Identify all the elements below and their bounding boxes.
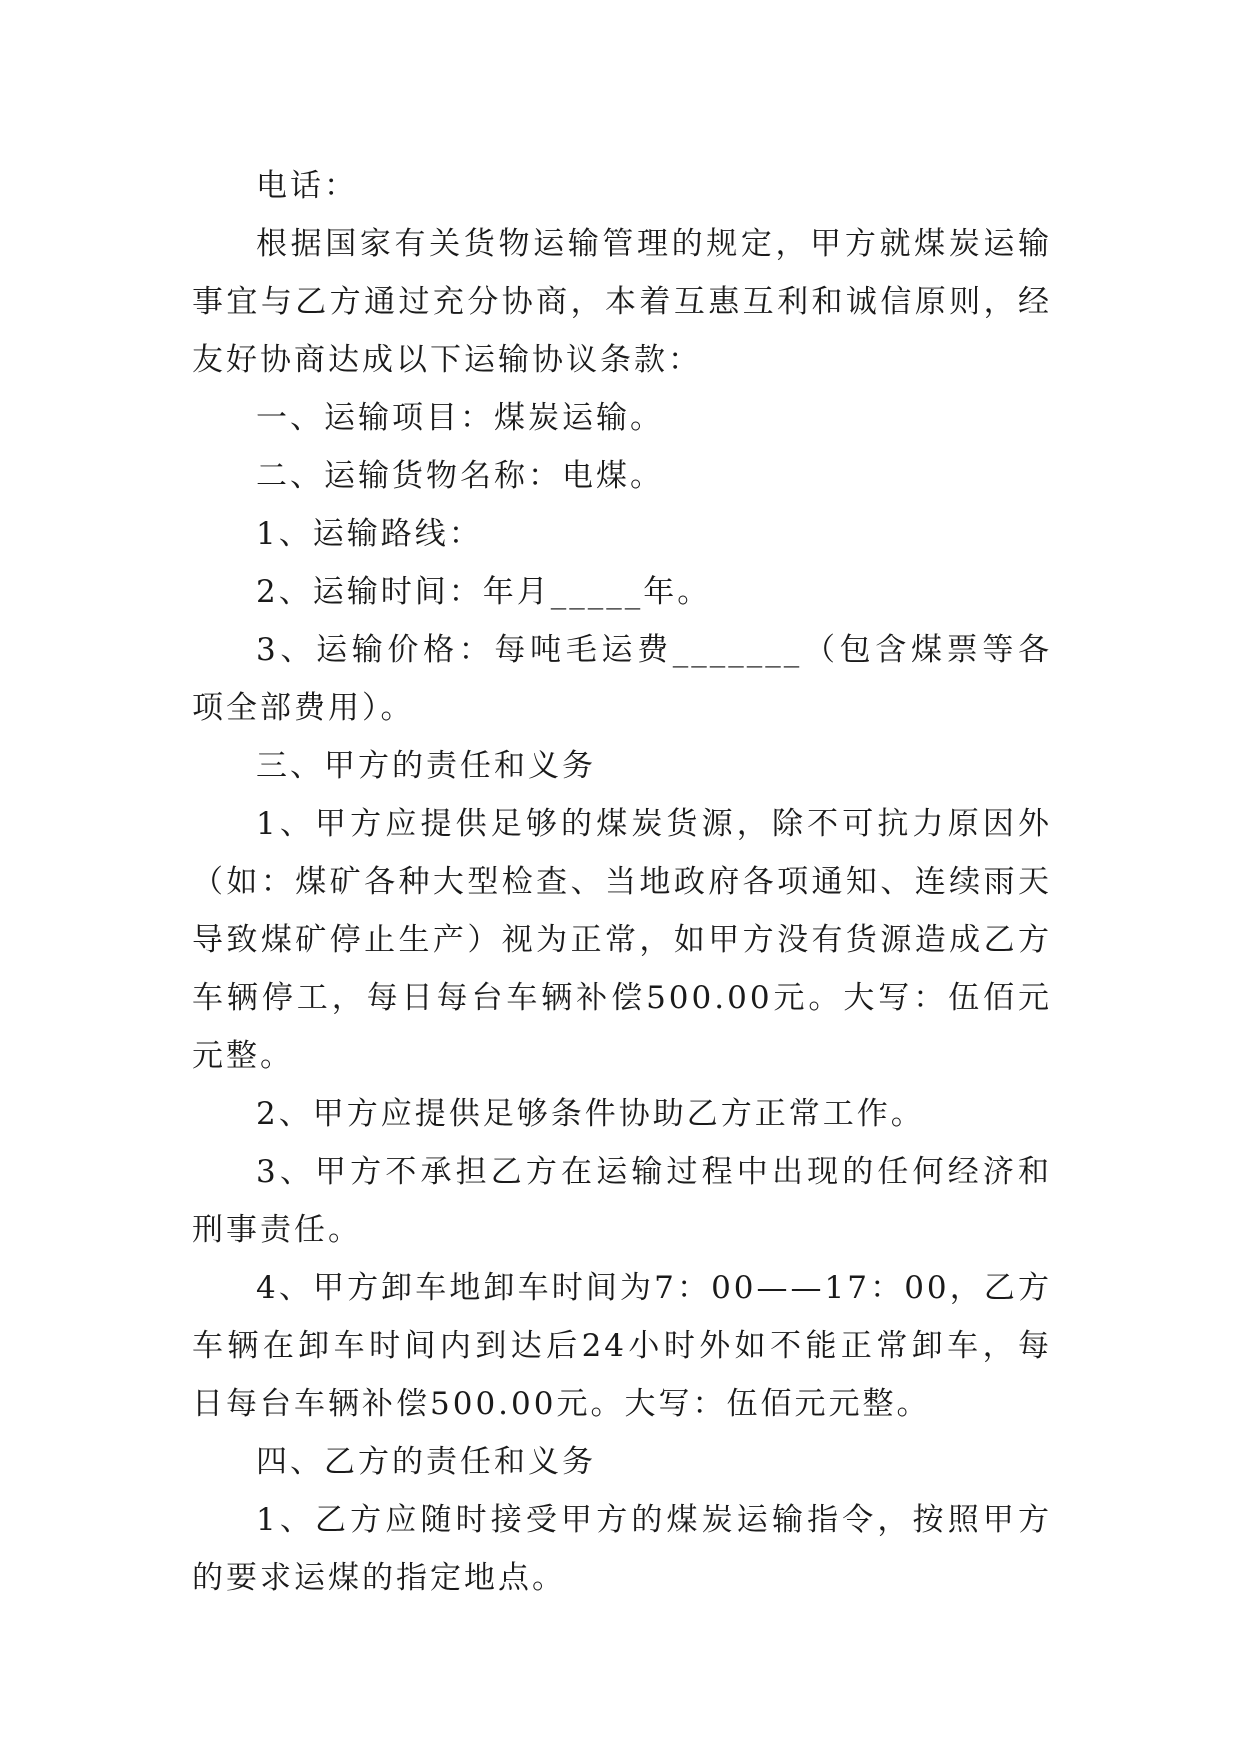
paragraph-time: 2、运输时间：年月_____年。 <box>256 574 712 610</box>
paragraph-section-1: 一、运输项目：煤炭运输。 <box>256 400 664 436</box>
paragraph-section-4: 四、乙方的责任和义务 <box>256 1444 596 1480</box>
document-body <box>192 157 1052 1607</box>
paragraph-party-a-4: 4、甲方卸车地卸车时间为7：00——17：00，乙方车辆在卸车时间内到达后24小时外如不能正常卸车，每日每台车辆补偿500.00元。大写：伍佰元元整。 <box>192 1270 1052 1422</box>
paragraph-party-b-1: 1、乙方应随时接受甲方的煤炭运输指令，按照甲方的要求运煤的指定地点。 <box>192 1502 1052 1596</box>
paragraph-section-2: 二、运输货物名称：电煤。 <box>256 458 664 494</box>
paragraph-party-a-1: 1、甲方应提供足够的煤炭货源，除不可抗力原因外（如：煤矿各种大型检查、当地政府各项通知、连续雨天导致煤矿停止生产）视为正常，如甲方没有货源造成乙方车辆停工，每日每台车辆补偿500.00元。大写：伍佰元元整。 <box>192 806 1052 1074</box>
paragraph-price: 3、运输价格：每吨毛运费_______（包含煤票等各项全部费用）。 <box>192 632 1052 726</box>
paragraph-party-a-3: 3、甲方不承担乙方在运输过程中出现的任何经济和刑事责任。 <box>192 1154 1052 1248</box>
paragraph-party-a-2: 2、甲方应提供足够条件协助乙方正常工作。 <box>256 1096 925 1132</box>
paragraph-section-3: 三、甲方的责任和义务 <box>256 748 596 784</box>
paragraph-preamble: 根据国家有关货物运输管理的规定，甲方就煤炭运输事宜与乙方通过充分协商，本着互惠互利和诚信原则，经友好协商达成以下运输协议条款： <box>192 226 1052 378</box>
paragraph-phone: 电话： <box>256 168 358 204</box>
paragraph-route: 1、运输路线： <box>256 516 483 552</box>
